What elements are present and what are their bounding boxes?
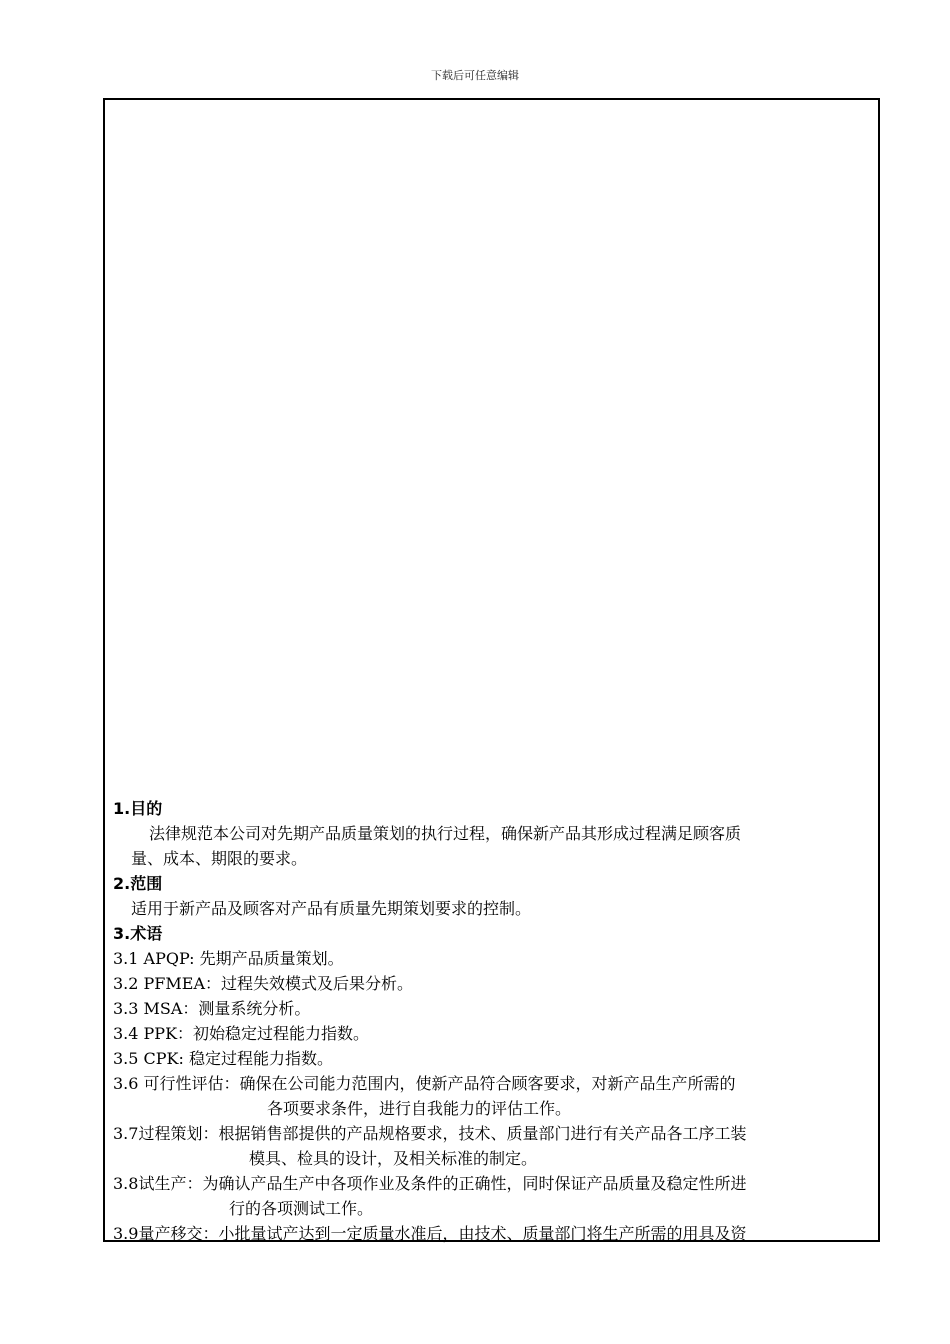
term-item-line1: 3.6 可行性评估：确保在公司能力范围内，使新产品符合顾客要求，对新产品生产所需的 bbox=[113, 1074, 736, 1093]
term-item-line1: 3.9量产移交：小批量试产达到一定质量水准后，由技术、质量部门将生产所需的用具及资 bbox=[113, 1224, 747, 1243]
term-item: 3.3 MSA：测量系统分析。 bbox=[113, 999, 311, 1018]
term-item: 3.2 PFMEA：过程失效模式及后果分析。 bbox=[113, 974, 414, 993]
page-header-note: 下载后可任意编辑 bbox=[431, 69, 519, 82]
purpose-text-line1: 法律规范本公司对先期产品质量策划的执行过程，确保新产品其形成过程满足顾客质 bbox=[149, 824, 742, 843]
term-item: 3.5 CPK: 稳定过程能力指数。 bbox=[113, 1049, 333, 1068]
term-item: 3.4 PPK：初始稳定过程能力指数。 bbox=[113, 1024, 370, 1043]
term-item: 3.1 APQP: 先期产品质量策划。 bbox=[113, 949, 344, 968]
purpose-text-line2: 量、成本、期限的要求。 bbox=[131, 849, 308, 868]
document-content bbox=[113, 796, 878, 1246]
section-heading-terms: 3.术语 bbox=[113, 924, 163, 943]
section-heading-purpose: 1.目的 bbox=[113, 799, 163, 818]
term-item-line2: 各项要求条件，进行自我能力的评估工作。 bbox=[267, 1099, 572, 1118]
term-item-line1: 3.7过程策划：根据销售部提供的产品规格要求，技术、质量部门进行有关产品各工序工装 bbox=[113, 1124, 747, 1143]
section-heading-scope: 2.范围 bbox=[113, 874, 163, 893]
term-item-line1: 3.8试生产：为确认产品生产中各项作业及条件的正确性，同时保证产品质量及稳定性所进 bbox=[113, 1174, 747, 1193]
term-item-line2: 行的各项测试工作。 bbox=[229, 1199, 374, 1218]
term-item-line2: 模具、检具的设计，及相关标准的制定。 bbox=[249, 1149, 538, 1168]
scope-text: 适用于新产品及顾客对产品有质量先期策划要求的控制。 bbox=[131, 899, 532, 918]
